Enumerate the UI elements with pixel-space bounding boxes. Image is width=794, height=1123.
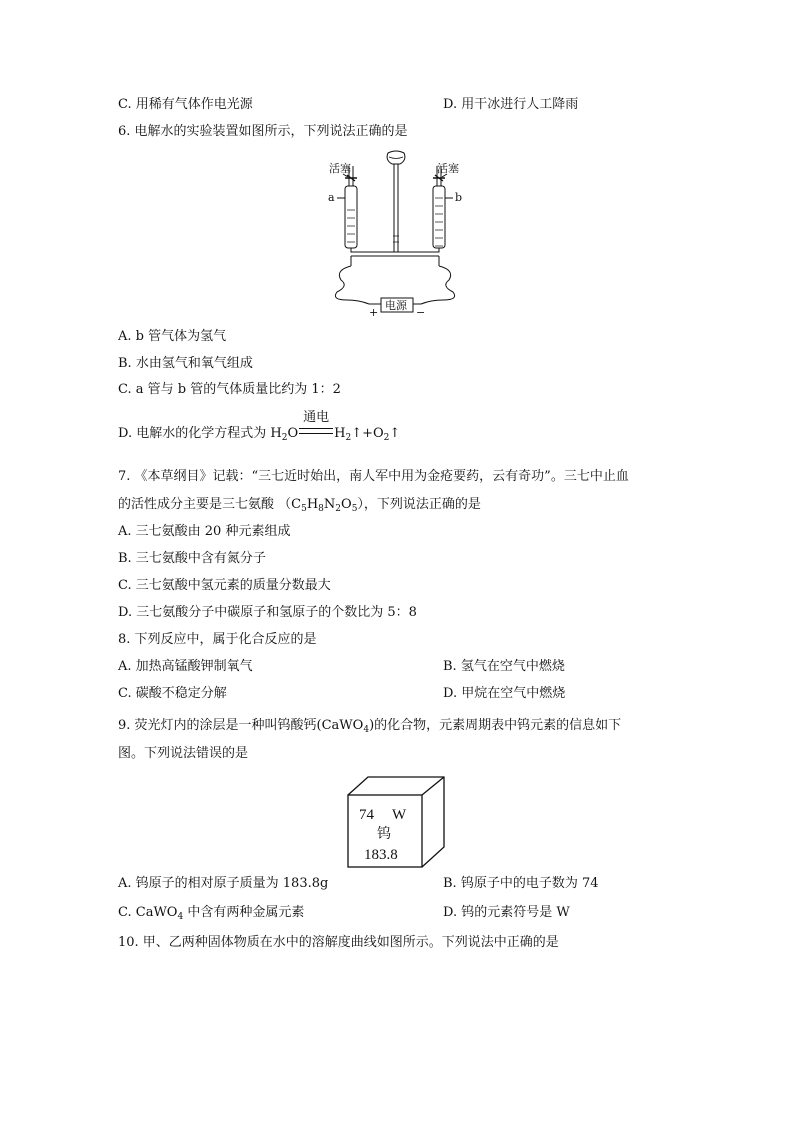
q5-option-c: C. 用稀有气体作电光源 — [118, 97, 253, 112]
q5-option-d: D. 用干冰进行人工降雨 — [443, 97, 579, 112]
q7-option-b: B. 三七氨酸中含有氮分子 — [118, 551, 266, 566]
electrolysis-apparatus-figure — [325, 148, 465, 320]
tube-a — [345, 186, 357, 248]
q6-option-d: D. 电解水的化学方程式为 $H_2O$ 通电 $H_2↑+O_2↑$ — [118, 410, 401, 443]
periodic-table-cell-tungsten — [346, 775, 448, 870]
q6-stem: 6. 电解水的实验装置如图所示，下列说法正确的是 — [118, 124, 408, 139]
element-name: 钨 — [377, 826, 391, 842]
atomic-number: 74 — [359, 807, 374, 823]
plus-sign: + — [369, 306, 379, 319]
wire-right — [413, 266, 455, 304]
q7-stem-line2: 的活性成分主要是三七氨酸 $(C_5H_8N_2O_5)$，下列说法正确的是 — [118, 497, 481, 514]
label-b: b — [455, 191, 463, 204]
q9-option-a: A. 钨原子的相对原子质量为 183.8g — [118, 876, 329, 891]
q7-stem-line1: 7. 《本草纲目》记载：“三七近时始出，南人军中用为金疮要药，云有奇功”。三七中止血 — [118, 469, 629, 484]
q8-option-c: C. 碳酸不稳定分解 — [118, 686, 227, 701]
minus-sign: − — [416, 306, 426, 319]
equation-equals — [299, 428, 333, 434]
q8-stem: 8. 下列反应中，属于化合反应的是 — [118, 632, 317, 647]
power-label: 电源 — [385, 299, 407, 312]
wire-left — [335, 266, 381, 304]
q7-option-d: D. 三七氨酸分子中碳原子和氢原子的个数比为 5：8 — [118, 605, 417, 620]
label-a: a — [328, 191, 335, 204]
atomic-mass: 183.8 — [364, 847, 398, 863]
condition-text: 通电 — [303, 410, 330, 425]
q6-option-a: A. b 管气体为氢气 — [118, 329, 227, 344]
q8-option-d: D. 甲烷在空气中燃烧 — [443, 686, 566, 701]
tube-b — [433, 186, 445, 248]
q9-option-b: B. 钨原子中的电子数为 74 — [443, 876, 599, 891]
q8-option-b: B. 氢气在空气中燃烧 — [443, 659, 565, 674]
q9-option-d: D. 钨的元素符号是 W — [443, 905, 570, 920]
q8-option-a: A. 加热高锰酸钾制氧气 — [118, 659, 253, 674]
q6-option-b: B. 水由氢气和氧气组成 — [118, 356, 253, 371]
q9-stem-line2: 图。下列说法错误的是 — [118, 746, 249, 761]
label-right-valve: 活塞 — [437, 162, 459, 175]
q10-stem: 10. 甲、乙两种固体物质在水中的溶解度曲线如图所示。下列说法中正确的是 — [118, 935, 559, 950]
q7-option-c: C. 三七氨酸中氢元素的质量分数最大 — [118, 578, 331, 593]
q6-option-c: C. a 管与 b 管的气体质量比约为 1：2 — [118, 382, 341, 397]
q9-option-c: C. CaWO$_4$ 中含有两种金属元素 — [118, 905, 305, 922]
label-left-valve: 活塞 — [329, 162, 351, 175]
q9-stem-line1: 9. 荧光灯内的涂层是一种叫钨酸钙(CaWO$_4$)的化合物，元素周期表中钨元素的信息如下 — [118, 718, 622, 735]
q7-option-a: A. 三七氨酸由 20 种元素组成 — [118, 524, 291, 539]
element-symbol: W — [392, 807, 407, 823]
